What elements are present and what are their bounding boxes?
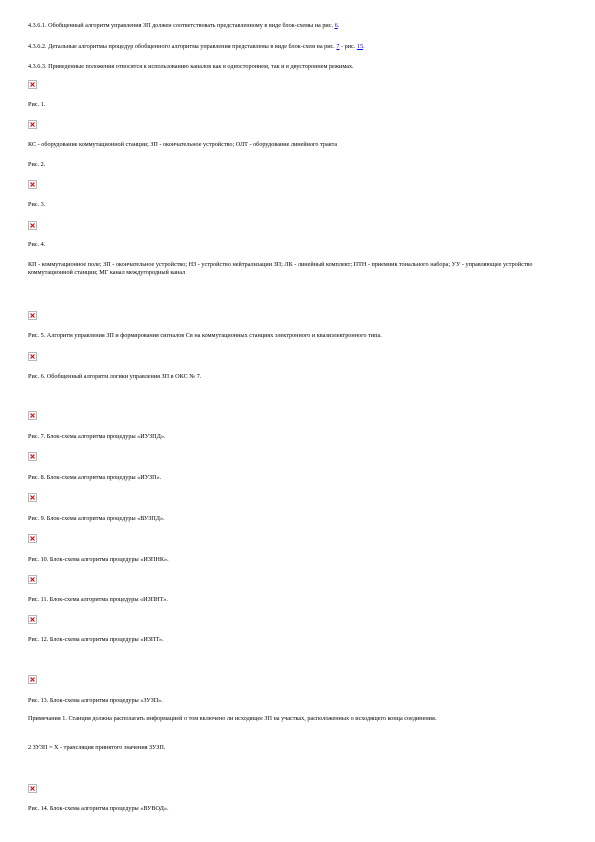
figure-legend-1: КС - оборудование коммутационной станции; ЗП - окончательное устройство; ОЛТ - оборудование линейного тракта <box>28 141 338 148</box>
figure-caption-1: Рис. 1. <box>28 101 46 108</box>
broken-image-icon <box>28 675 37 684</box>
broken-image-icon <box>28 493 37 502</box>
broken-image-icon <box>28 221 37 230</box>
broken-image-icon <box>28 411 37 420</box>
figure-caption-11: Рис. 11. Блок-схема алгоритма процедуры «ИЗПНТ». <box>28 596 168 603</box>
figure-caption-4: Рис. 4. <box>28 241 46 248</box>
figure-caption-14: Рис. 14. Блок-схема алгоритма процедуры «ВУВОД». <box>28 805 169 812</box>
note-2: 2 ЗУЗП = Х - трансляция принятого значения ЗУЗП. <box>28 744 166 751</box>
paragraph-4-3-6-2: 4.3.6.2. Детальные алгоритмы процедур обобщенного алгоритма управления представлены в виде блок-схем на рис. 7 - рис. 15. <box>28 43 365 50</box>
broken-image-icon <box>28 615 37 624</box>
link-fig-6[interactable]: 6 <box>334 22 338 29</box>
link-fig-7[interactable]: 7 <box>336 43 340 50</box>
broken-image-icon <box>28 80 37 89</box>
broken-image-icon <box>28 784 37 793</box>
broken-image-icon <box>28 452 37 461</box>
link-fig-15[interactable]: 15 <box>356 43 364 50</box>
figure-caption-5: Рис. 5. Алгоритм управления ЗП и формирования сигналов Св на коммутационных станциях электронного и квазиэлектронного типа. <box>28 332 382 339</box>
figure-caption-3: Рис. 3. <box>28 201 46 208</box>
figure-caption-8: Рис. 8. Блок-схема алгоритма процедуры «ИУЗП». <box>28 474 162 481</box>
figure-caption-12: Рис. 12. Блок-схема алгоритма процедуры «ИЗПТ». <box>28 636 164 643</box>
figure-caption-6: Рис. 6. Обобщенный алгоритм логики управления ЗП в ОКС № 7. <box>28 373 202 380</box>
paragraph-4-3-6-1: 4.3.6.1. Обобщенный алгоритм управления ЗП должен соответствовать представленному в виде блок-схемы на рис. 6. <box>28 22 340 29</box>
broken-image-icon <box>28 120 37 129</box>
figure-caption-10: Рис. 10. Блок-схема алгоритма процедуры «ИЗПНК». <box>28 556 169 563</box>
figure-caption-13: Рис. 13. Блок-схема алгоритма процедуры «ЗУЗП». <box>28 697 163 704</box>
paragraph-4-3-6-3: 4.3.6.3. Приведенные положения относятся к использованию каналов как в одностороннем, так и в двустороннем режимах. <box>28 63 354 70</box>
figure-legend-4: КП - коммутационное поле; ЗП - окончательное устройство; НЗ - устройство нейтрализации ЗП; ЛК - линейный комплект; ПТН - приемник тонального набора; УУ - управляющее устройство коммутационной станции; МГ канал междугородный канал <box>28 261 533 276</box>
broken-image-icon <box>28 575 37 584</box>
broken-image-icon <box>28 180 37 189</box>
broken-image-icon <box>28 311 37 320</box>
note-1: Примечания 1. Станция должна располагать информацией о том включено ли исходящее ЗП на участках, расположенных о исходящего конца соединения. <box>28 715 437 722</box>
figure-caption-7: Рис. 7. Блок-схема алгоритма процедуры «ИУЗПД». <box>28 433 166 440</box>
broken-image-icon <box>28 352 37 361</box>
figure-caption-2: Рис. 2. <box>28 161 46 168</box>
figure-caption-9: Рис. 9. Блок-схема алгоритма процедуры «ВУЗПД». <box>28 515 165 522</box>
broken-image-icon <box>28 534 37 543</box>
